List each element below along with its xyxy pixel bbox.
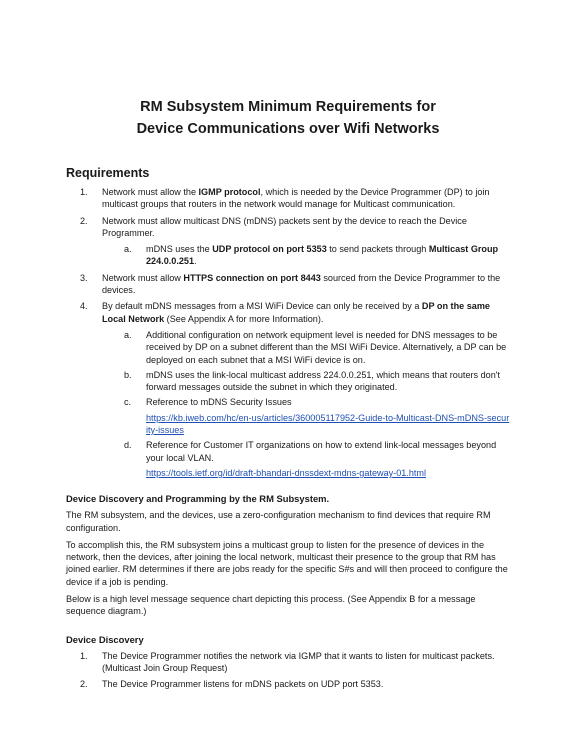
list-letter: a. xyxy=(124,329,132,340)
text: Network must allow multicast DNS (mDNS) packets sent by the device to reach the Device Programmer. xyxy=(102,215,467,238)
list-number: 2. xyxy=(80,215,88,226)
discovery-item-1 xyxy=(66,650,510,675)
document-title xyxy=(66,96,510,140)
text: By default mDNS messages from a MSI WiFi Device can only be received by a xyxy=(102,301,422,312)
text: mDNS uses the xyxy=(146,244,213,255)
text: (See Appendix A for more Information). xyxy=(164,313,324,324)
sub-item-4a xyxy=(102,329,510,366)
list-letter: c. xyxy=(124,397,132,408)
text: Reference to mDNS Security Issues xyxy=(146,397,292,408)
paragraph: Below is a high level message sequence chart depicting this process. (See Appendix B for a message sequence diagram.) xyxy=(66,594,476,617)
requirement-item-1 xyxy=(66,186,510,211)
mdns-security-link[interactable]: https://kb.iweb.com/hc/en-us/articles/360005117952-Guide-to-Multicast-DNS-mDNS-security-issues xyxy=(146,412,510,436)
sub-list xyxy=(102,243,510,268)
mdns-gateway-link[interactable]: https://tools.ietf.org/id/draft-bhandari-dnssdext-mdns-gateway-01.html xyxy=(146,467,427,478)
text: sourced from the Device Programmer to the devices. xyxy=(102,272,501,296)
text: Network must allow the xyxy=(102,187,199,197)
title-line-1: RM Subsystem Minimum Requirements for xyxy=(140,99,436,115)
text: Additional configuration on network equipment level is needed for DNS messages to be received by DP on a subnet different than the MSI WiFi Device. Alternatively, a DP can be deployed on each subnet that a MSI WiFi device is on. xyxy=(146,329,507,365)
text: mDNS uses the link-local multicast address 224.0.0.251, which means that routers don't forward messages outside the subnet in which they originated. xyxy=(146,369,501,393)
requirements-heading: Requirements xyxy=(66,166,150,180)
list-letter: b. xyxy=(124,369,132,380)
bold-text: DP on the same Local Network xyxy=(102,301,490,324)
text: to send packets through xyxy=(326,244,429,255)
bold-text: Multicast Group 224.0.0.251 xyxy=(146,244,499,267)
list-number: 1. xyxy=(80,650,88,661)
discovery-item-2 xyxy=(66,678,510,690)
sub-item-2a xyxy=(102,243,510,268)
sub-item-4c xyxy=(102,396,510,436)
list-letter: d. xyxy=(124,440,132,451)
text: , which is needed by the Device Programmer (DP) to join multicast groups that routers in the network would manage for Multicast communication. xyxy=(102,187,490,210)
sub-list xyxy=(102,329,510,479)
sub-item-4d xyxy=(102,439,510,479)
text: The Device Programmer listens for mDNS packets on UDP port 5353. xyxy=(102,679,384,690)
list-number: 2. xyxy=(80,679,88,690)
title-line-2: Device Communications over Wifi Networks xyxy=(136,121,440,137)
device-discovery-heading: Device Discovery xyxy=(66,633,144,645)
list-number: 3. xyxy=(80,272,88,283)
device-discovery-list xyxy=(66,650,510,691)
requirement-item-3 xyxy=(66,272,510,297)
text: Network must allow xyxy=(102,272,184,283)
requirement-item-2 xyxy=(66,215,510,268)
bold-text: HTTPS connection on port 8443 xyxy=(183,272,321,283)
bold-text: IGMP protocol xyxy=(198,187,261,197)
bold-text: UDP protocol on port 5353 xyxy=(212,244,327,255)
list-letter: a. xyxy=(124,244,132,255)
discovery-programming-heading: Device Discovery and Programming by the RM Subsystem. xyxy=(66,493,330,505)
requirement-item-4 xyxy=(66,300,510,479)
text: The Device Programmer notifies the network via IGMP that it wants to listen for multicast packets. (Multicast Join Group Request) xyxy=(102,650,495,673)
requirements-list xyxy=(66,186,510,479)
list-number: 1. xyxy=(80,187,88,197)
text: . xyxy=(194,256,197,267)
paragraph: To accomplish this, the RM subsystem joins a multicast group to listen for the presence of devices in the network, then the devices, after joining the local network, multicast their presence to the group that RM has joined earlier. RM determines if there are jobs ready for the specific S#s and will then proceed to configure the device if a job is pending. xyxy=(66,539,508,587)
paragraph: The RM subsystem, and the devices, use a zero-configuration mechanism to find devices that require RM configuration. xyxy=(66,510,491,533)
sub-item-4b xyxy=(102,369,510,394)
text: Reference for Customer IT organizations on how to extend link-local messages beyond your local VLAN. xyxy=(146,440,497,463)
list-number: 4. xyxy=(80,301,88,312)
